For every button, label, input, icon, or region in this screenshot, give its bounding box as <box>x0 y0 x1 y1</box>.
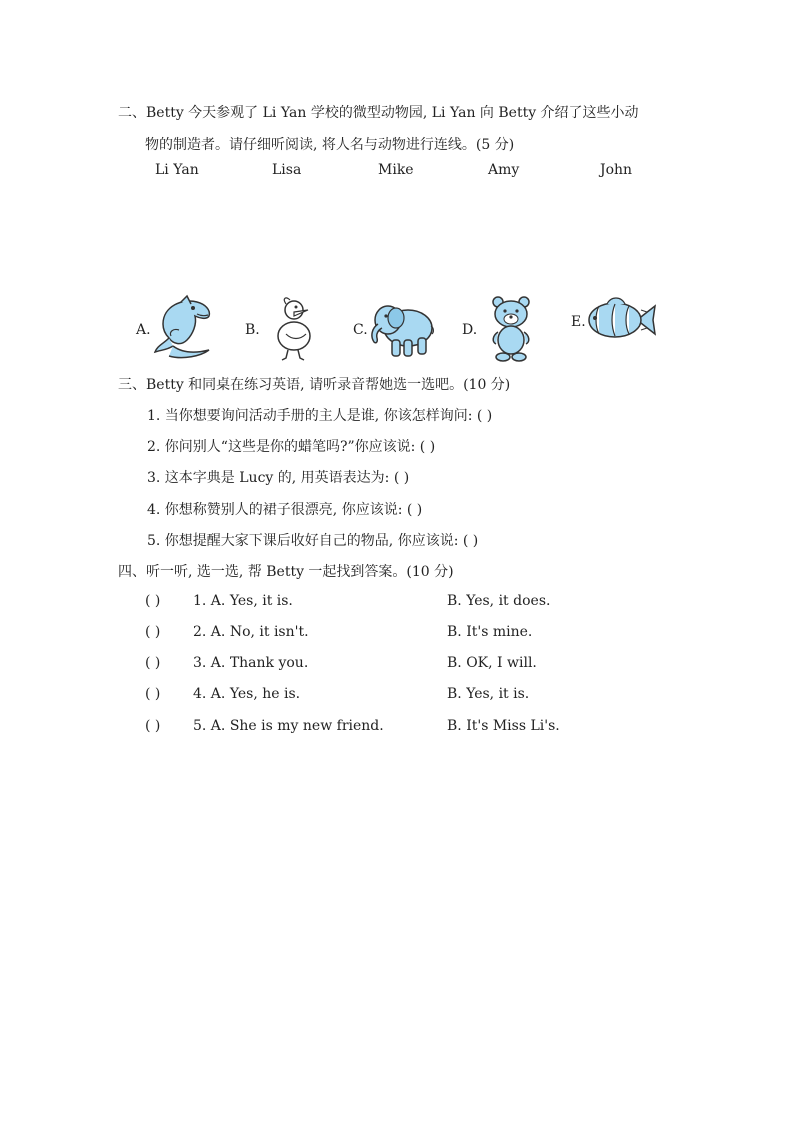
option-b: B. Yes, it does. <box>447 593 551 609</box>
option-a: 4. A. Yes, he is. <box>193 686 301 702</box>
option-a: 2. A. No, it isn't. <box>193 624 309 640</box>
picture-label-b: B. <box>245 322 260 338</box>
section3-title: 三、Betty 和同桌在练习英语, 请听录音帮她选一选吧。(10 分) <box>118 377 511 393</box>
picture-label-c: C. <box>353 322 368 338</box>
name-amy[interactable]: Amy <box>488 162 520 178</box>
section2-title-line2: 物的制造者。请仔细听阅读, 将人名与动物进行连线。(5 分) <box>145 137 515 153</box>
duck-icon[interactable] <box>272 294 316 362</box>
option-a: 5. A. She is my new friend. <box>193 718 384 734</box>
picture-label-d: D. <box>462 322 478 338</box>
option-a: 1. A. Yes, it is. <box>193 593 293 609</box>
picture-label-a: A. <box>136 322 151 338</box>
option-b: B. It's mine. <box>447 624 533 640</box>
answer-paren[interactable]: ( ) <box>145 686 161 702</box>
section3-item-5[interactable]: 5. 你想提醒大家下课后收好自己的物品, 你应该说: ( ) <box>147 533 479 549</box>
section3-item-4[interactable]: 4. 你想称赞别人的裙子很漂亮, 你应该说: ( ) <box>147 502 423 518</box>
dolphin-icon[interactable] <box>153 294 215 362</box>
name-mike[interactable]: Mike <box>378 162 414 178</box>
section4-title: 四、听一听, 选一选, 帮 Betty 一起找到答案。(10 分) <box>118 564 454 580</box>
bear-icon[interactable] <box>486 294 536 364</box>
fish-icon[interactable] <box>585 296 657 344</box>
option-b: B. OK, I will. <box>447 655 537 671</box>
section2-title-line1: 二、Betty 今天参观了 Li Yan 学校的微型动物园, Li Yan 向 Betty 介绍了这些小动 <box>118 105 639 121</box>
option-b: B. Yes, it is. <box>447 686 530 702</box>
name-john[interactable]: John <box>600 162 633 178</box>
elephant-icon[interactable] <box>368 298 436 360</box>
section3-item-1[interactable]: 1. 当你想要询问活动手册的主人是谁, 你该怎样询问: ( ) <box>147 408 493 424</box>
answer-paren[interactable]: ( ) <box>145 718 161 734</box>
option-b: B. It's Miss Li's. <box>447 718 560 734</box>
section3-item-3[interactable]: 3. 这本字典是 Lucy 的, 用英语表达为: ( ) <box>147 470 410 486</box>
answer-paren[interactable]: ( ) <box>145 624 161 640</box>
section3-item-2[interactable]: 2. 你问别人“这些是你的蜡笔吗?”你应该说: ( ) <box>147 439 436 455</box>
answer-paren[interactable]: ( ) <box>145 593 161 609</box>
option-a: 3. A. Thank you. <box>193 655 309 671</box>
name-li-yan[interactable]: Li Yan <box>155 162 199 178</box>
answer-paren[interactable]: ( ) <box>145 655 161 671</box>
name-lisa[interactable]: Lisa <box>272 162 302 178</box>
picture-label-e: E. <box>571 314 586 330</box>
